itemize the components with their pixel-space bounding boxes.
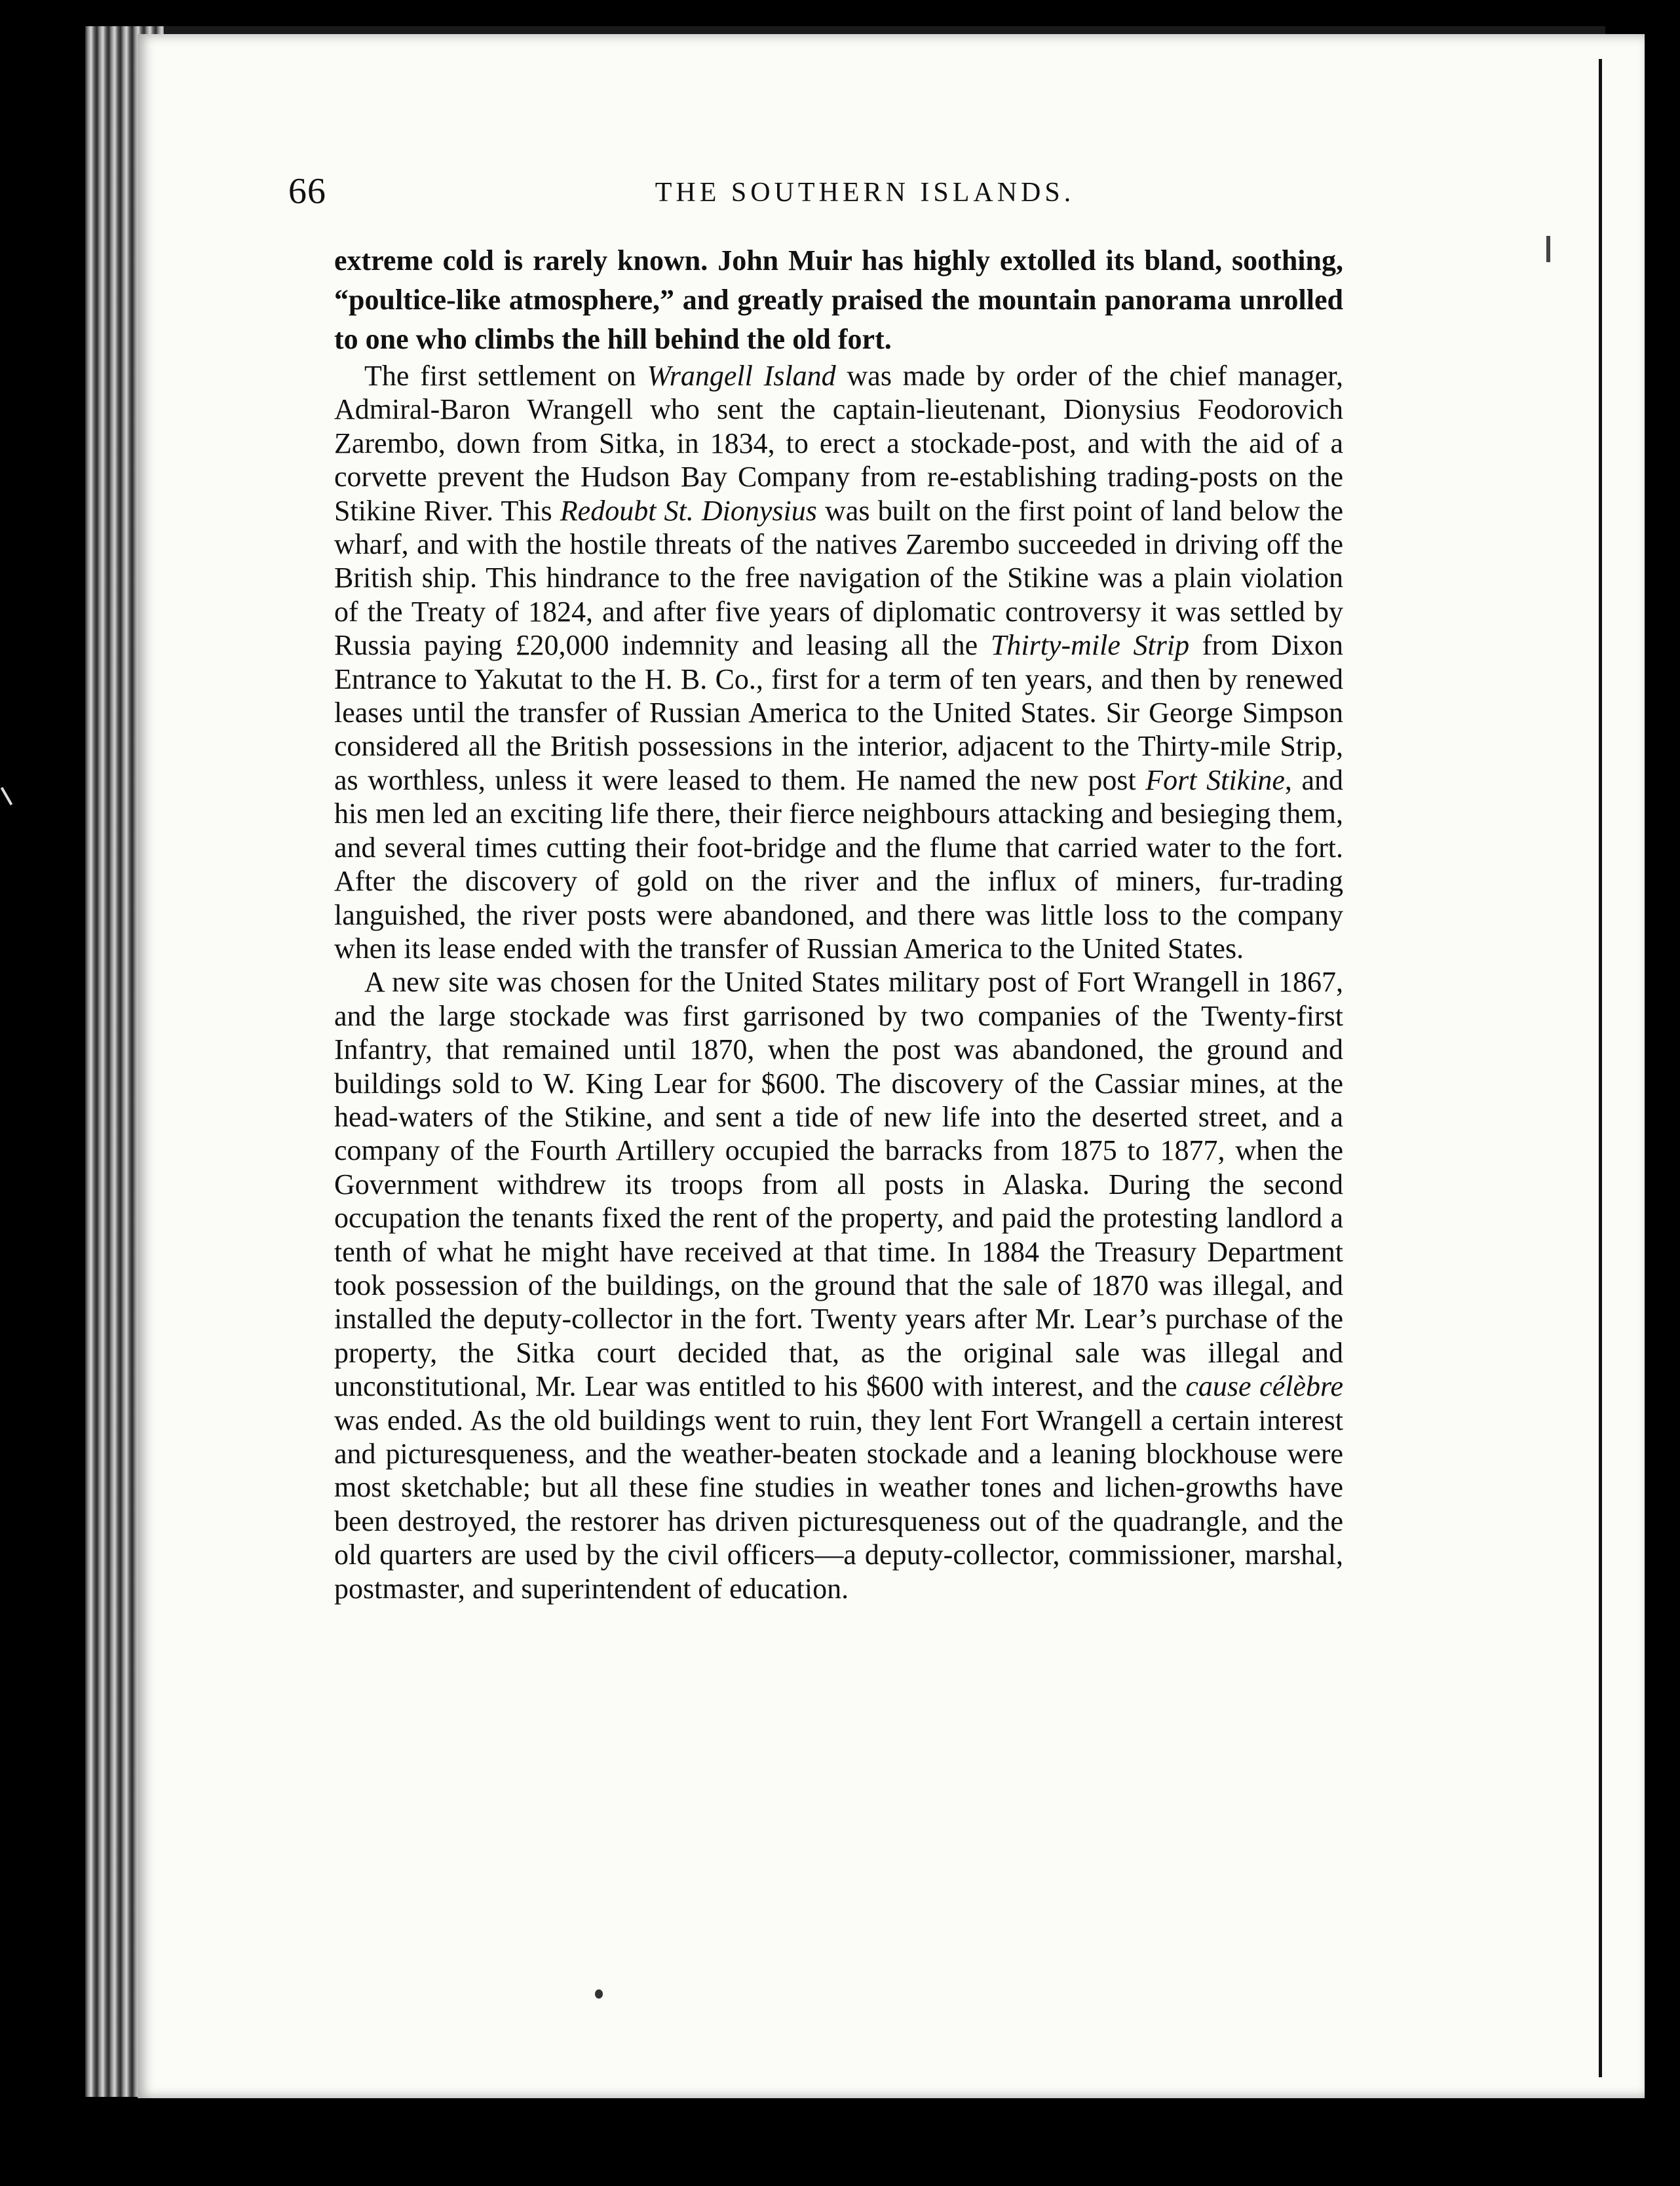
italic-text: Thirty-mile Strip	[990, 629, 1190, 662]
scan-artifact	[1, 787, 12, 805]
page-number: 66	[288, 171, 326, 212]
text-run: , and his men led an exciting life there, their fierce neighbours attacking and besieging them, and several times cutting their foot-bridge and the flume that carried water to the fort. After the discovery of gold on the river and the influx of miners, fur-trading languished, the river posts were abandoned, and there was little loss to the company when its lease ended with the transfer of Russian America to the United States.	[334, 763, 1343, 965]
italic-text: Wrangell Island	[647, 360, 836, 392]
running-title: THE SOUTHERN ISLANDS.	[655, 178, 1075, 208]
italic-text: Redoubt St. Dionysius	[560, 494, 817, 527]
body-text	[334, 241, 1343, 1605]
margin-mark	[1546, 236, 1550, 262]
paragraph-2	[334, 359, 1343, 965]
page-edge-rule	[1599, 59, 1602, 2077]
ink-speck	[595, 1989, 603, 1999]
paragraph-3	[334, 965, 1343, 1605]
text-run: from Dixon Entrance to Yakutat to the H. B. Co., first for a term of ten years, and then by renewed leases until the transfer of Russian America to the United States. Sir George Simpson considered all the British possessions in the interior, adjacent to the Thirty-mile Strip, as worthless, unless it were leased to them. He named the new post	[334, 629, 1343, 796]
text-run: was ended. As the old buildings went to ruin, they lent Fort Wrangell a certain interest and picturesqueness, and the weather-beaten stockade and a leaning blockhouse were most sketchable; but all these fine studies in weather tones and lichen-growths have been destroyed, the restorer has driven picturesqueness out of the quadrangle, and the old quarters are used by the civil officers—a deputy-collector, commissioner, marshal, postmaster, and superintendent of education.	[334, 1404, 1343, 1605]
running-head	[288, 170, 1350, 223]
italic-text: cause célèbre	[1185, 1370, 1343, 1403]
italic-text: Fort Stikine	[1145, 763, 1285, 796]
text-run: A new site was chosen for the United States military post of Fort Wrangell in 1867, and the large stockade was first garrisoned by two companies of the Twenty-first Infantry, that remained until 1870, when the post was abandoned, the ground and buildings sold to W. King Lear for $600. The discovery of the Cassiar mines, at the head-waters of the Stikine, and sent a tide of new life into the deserted street, and a company of the Fourth Artillery occupied the barracks from 1875 to 1877, when the Government withdrew its troops from all posts in Alaska. During the second occupation the tenants fixed the rent of the property, and paid the protesting landlord a tenth of what he might have received at that time. In 1884 the Treasury Department took possession of the buildings, on the ground that the sale of 1870 was illegal, and installed the deputy-collector in the fort. Twenty years after Mr. Lear’s purchase of the property, the Sitka court decided that, as the original sale was illegal and unconstitutional, Mr. Lear was entitled to his $600 with interest, and the	[334, 966, 1343, 1403]
text-run: was built on the first point of land below the wharf, and with the hostile threats of the natives Zarembo succeeded in driving off the British ship. This hindrance to the free navigation of the Stikine was a plain violation of the Treaty of 1824, and after five years of diplomatic controversy it was settled by Russia paying £20,000 indemnity and leasing all the	[334, 494, 1343, 662]
text-run: The first settlement on	[364, 360, 647, 392]
text-run: was made by order of the chief manager, Admiral-Baron Wrangell who sent the captain-lieutenant, Dionysius Feodorovich Zarembo, down from Sitka, in 1834, to erect a stockade-post, and with the aid of a corvette prevent the Hudson Bay Company from re-establishing trading-posts on the Stikine River. This	[334, 360, 1344, 527]
paragraph-1: extreme cold is rarely known. John Muir has highly extolled its bland, soothing, “poultice-like atmosphere,” and greatly praised the mountain panorama unrolled to one who climbs the hill behind the old fort.	[334, 244, 1343, 355]
